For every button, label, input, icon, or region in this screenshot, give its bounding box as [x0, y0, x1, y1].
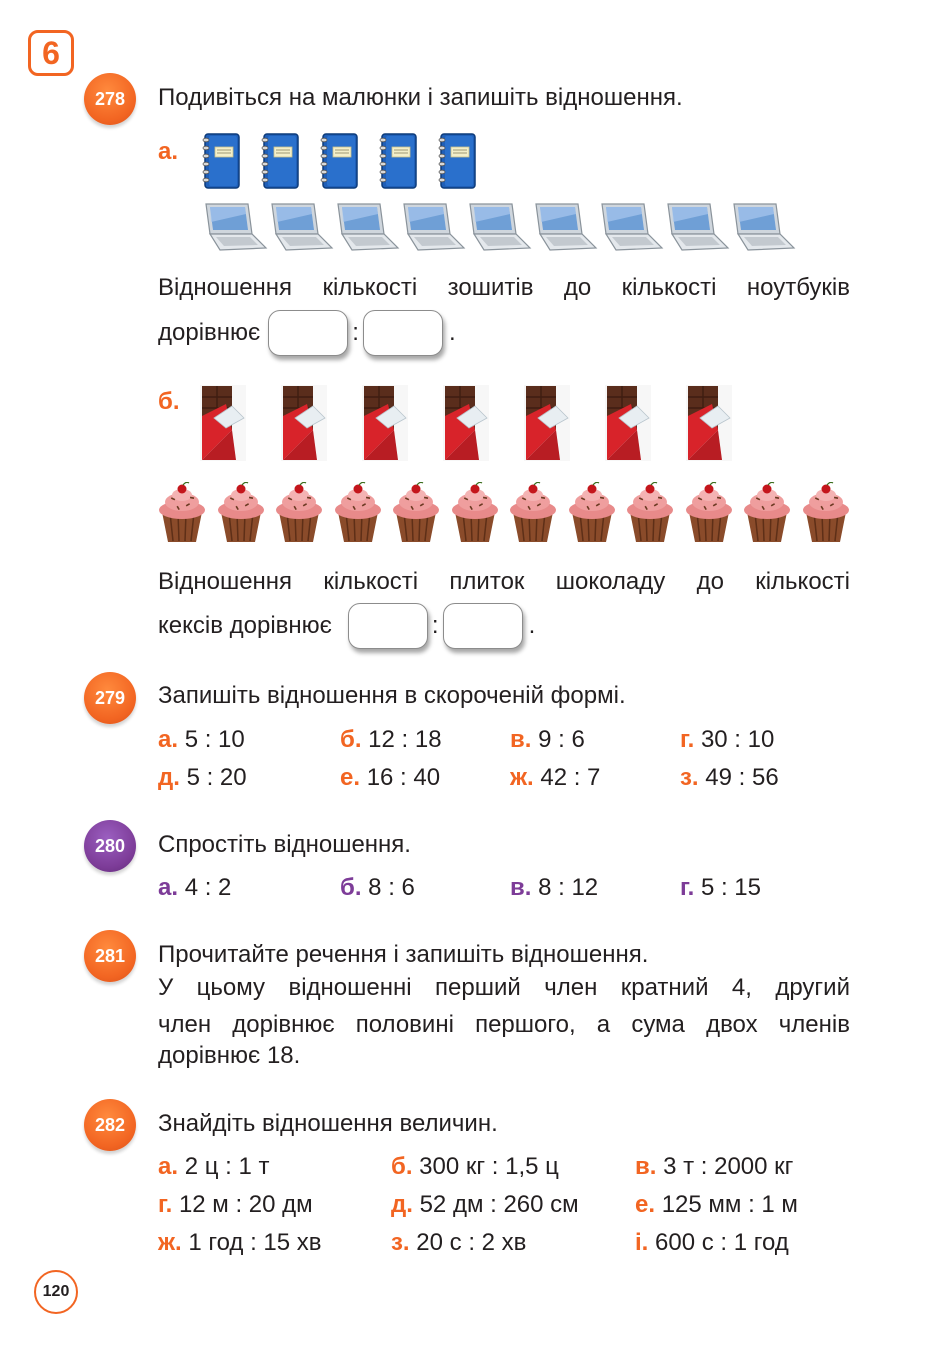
laptop-icon [530, 200, 600, 261]
list-item: б. 300 кг : 1,5 ц [391, 1153, 559, 1180]
laptop-icon [662, 200, 732, 261]
cupcake-icon [683, 482, 737, 551]
notebook-icon [377, 130, 421, 197]
laptop-icon [464, 200, 534, 261]
list-item: б. 8 : 6 [340, 874, 415, 901]
answer-box-278a-first[interactable] [268, 310, 348, 356]
list-item: д. 5 : 20 [158, 764, 247, 791]
exercise-280-row-1 [158, 872, 761, 904]
chocolate-bar-icon [510, 382, 574, 469]
list-item: в. 9 : 6 [510, 726, 585, 753]
exercise-281-line3: дорівнює 18. [158, 1042, 301, 1069]
list-item: е. 16 : 40 [340, 764, 441, 791]
exercise-278-b-text-line1: Відношення кількості плиток шоколаду до кількості [158, 568, 850, 595]
laptop-icon [332, 200, 402, 261]
list-item: д. 52 дм : 260 см [391, 1191, 579, 1218]
cupcake-icon [800, 482, 854, 551]
notebooks-row [200, 130, 500, 192]
list-item: г. 30 : 10 [680, 726, 775, 753]
exercise-number-278: 278 [84, 73, 136, 125]
exercise-278-b-label: б. [158, 388, 180, 415]
list-item: з. 20 с : 2 хв [391, 1229, 527, 1256]
exercise-279-row-2 [158, 762, 779, 794]
chocolate-bars-row [186, 382, 766, 464]
cupcake-icon [390, 482, 444, 551]
exercise-282-instruction: Знайдіть відношення величин. [158, 1110, 498, 1137]
exercise-number-281: 281 [84, 930, 136, 982]
cupcake-icon [741, 482, 795, 551]
exercise-278-a-text-line1: Відношення кількості зошитів до кількості ноутбуків [158, 274, 850, 301]
exercise-281-line2: член дорівнює половині першого, а сума двох членів [158, 1011, 850, 1038]
exercise-282-row-2 [158, 1189, 798, 1221]
exercise-282-row-3 [158, 1227, 789, 1259]
exercise-279-row-1 [158, 724, 774, 756]
period: . [448, 319, 456, 346]
notebook-icon [200, 130, 244, 197]
exercise-282-row-1 [158, 1151, 793, 1183]
list-item: ж. 42 : 7 [510, 764, 601, 791]
cupcake-icon [156, 482, 210, 551]
list-item: в. 8 : 12 [510, 874, 599, 901]
exercise-278-b-text-line2: кексів дорівнює [158, 612, 332, 639]
laptop-icon [728, 200, 798, 261]
exercise-278-instruction: Подивіться на малюнки і запишіть відношення. [158, 84, 683, 111]
list-item: і. 600 с : 1 год [635, 1229, 789, 1256]
laptop-icon [398, 200, 468, 261]
list-item: з. 49 : 56 [680, 764, 779, 791]
laptops-row [200, 200, 810, 256]
cupcakes-row [156, 482, 856, 548]
notebook-icon [259, 130, 303, 197]
page-number: 120 [34, 1270, 78, 1314]
laptop-icon [596, 200, 666, 261]
chocolate-bar-icon [267, 382, 331, 469]
list-item: а. 2 ц : 1 т [158, 1153, 270, 1180]
exercise-278-b-answer-line [158, 603, 535, 649]
exercise-number-282: 282 [84, 1099, 136, 1151]
exercise-278-a-answer-line [158, 310, 456, 356]
notebook-icon [436, 130, 480, 197]
exercise-278-a-label: а. [158, 138, 179, 165]
cupcake-icon [624, 482, 678, 551]
notebook-icon [318, 130, 362, 197]
exercise-279-instruction: Запишіть відношення в скороченій формі. [158, 682, 626, 709]
exercise-278-a-text-line2: дорівнює [158, 319, 261, 346]
cupcake-icon [449, 482, 503, 551]
cupcake-icon [507, 482, 561, 551]
exercise-281-line1: У цьому відношенні перший член кратний 4, другий [158, 974, 850, 1001]
list-item: б. 12 : 18 [340, 726, 442, 753]
list-item: в. 3 т : 2000 кг [635, 1153, 794, 1180]
laptop-icon [200, 200, 270, 261]
chocolate-bar-icon [186, 382, 250, 469]
chocolate-bar-icon [429, 382, 493, 469]
ratio-separator: : [352, 319, 359, 346]
exercise-number-279: 279 [84, 672, 136, 724]
answer-box-278a-second[interactable] [363, 310, 443, 356]
list-item: ж. 1 год : 15 хв [158, 1229, 322, 1256]
list-item: г. 5 : 15 [680, 874, 761, 901]
exercise-280-instruction: Спростіть відношення. [158, 831, 411, 858]
cupcake-icon [566, 482, 620, 551]
cupcake-icon [273, 482, 327, 551]
list-item: г. 12 м : 20 дм [158, 1191, 313, 1218]
chocolate-bar-icon [591, 382, 655, 469]
list-item: а. 5 : 10 [158, 726, 245, 753]
list-item: е. 125 мм : 1 м [635, 1191, 798, 1218]
chapter-badge: 6 [28, 30, 74, 76]
cupcake-icon [215, 482, 269, 551]
cupcake-icon [332, 482, 386, 551]
laptop-icon [266, 200, 336, 261]
ratio-separator: : [431, 612, 439, 639]
period: . [528, 612, 536, 639]
answer-box-278b-second[interactable] [443, 603, 523, 649]
exercise-number-280: 280 [84, 820, 136, 872]
answer-box-278b-first[interactable] [348, 603, 428, 649]
chocolate-bar-icon [348, 382, 412, 469]
chocolate-bar-icon [672, 382, 736, 469]
exercise-281-instruction: Прочитайте речення і запишіть відношення. [158, 941, 649, 968]
list-item: а. 4 : 2 [158, 874, 232, 901]
